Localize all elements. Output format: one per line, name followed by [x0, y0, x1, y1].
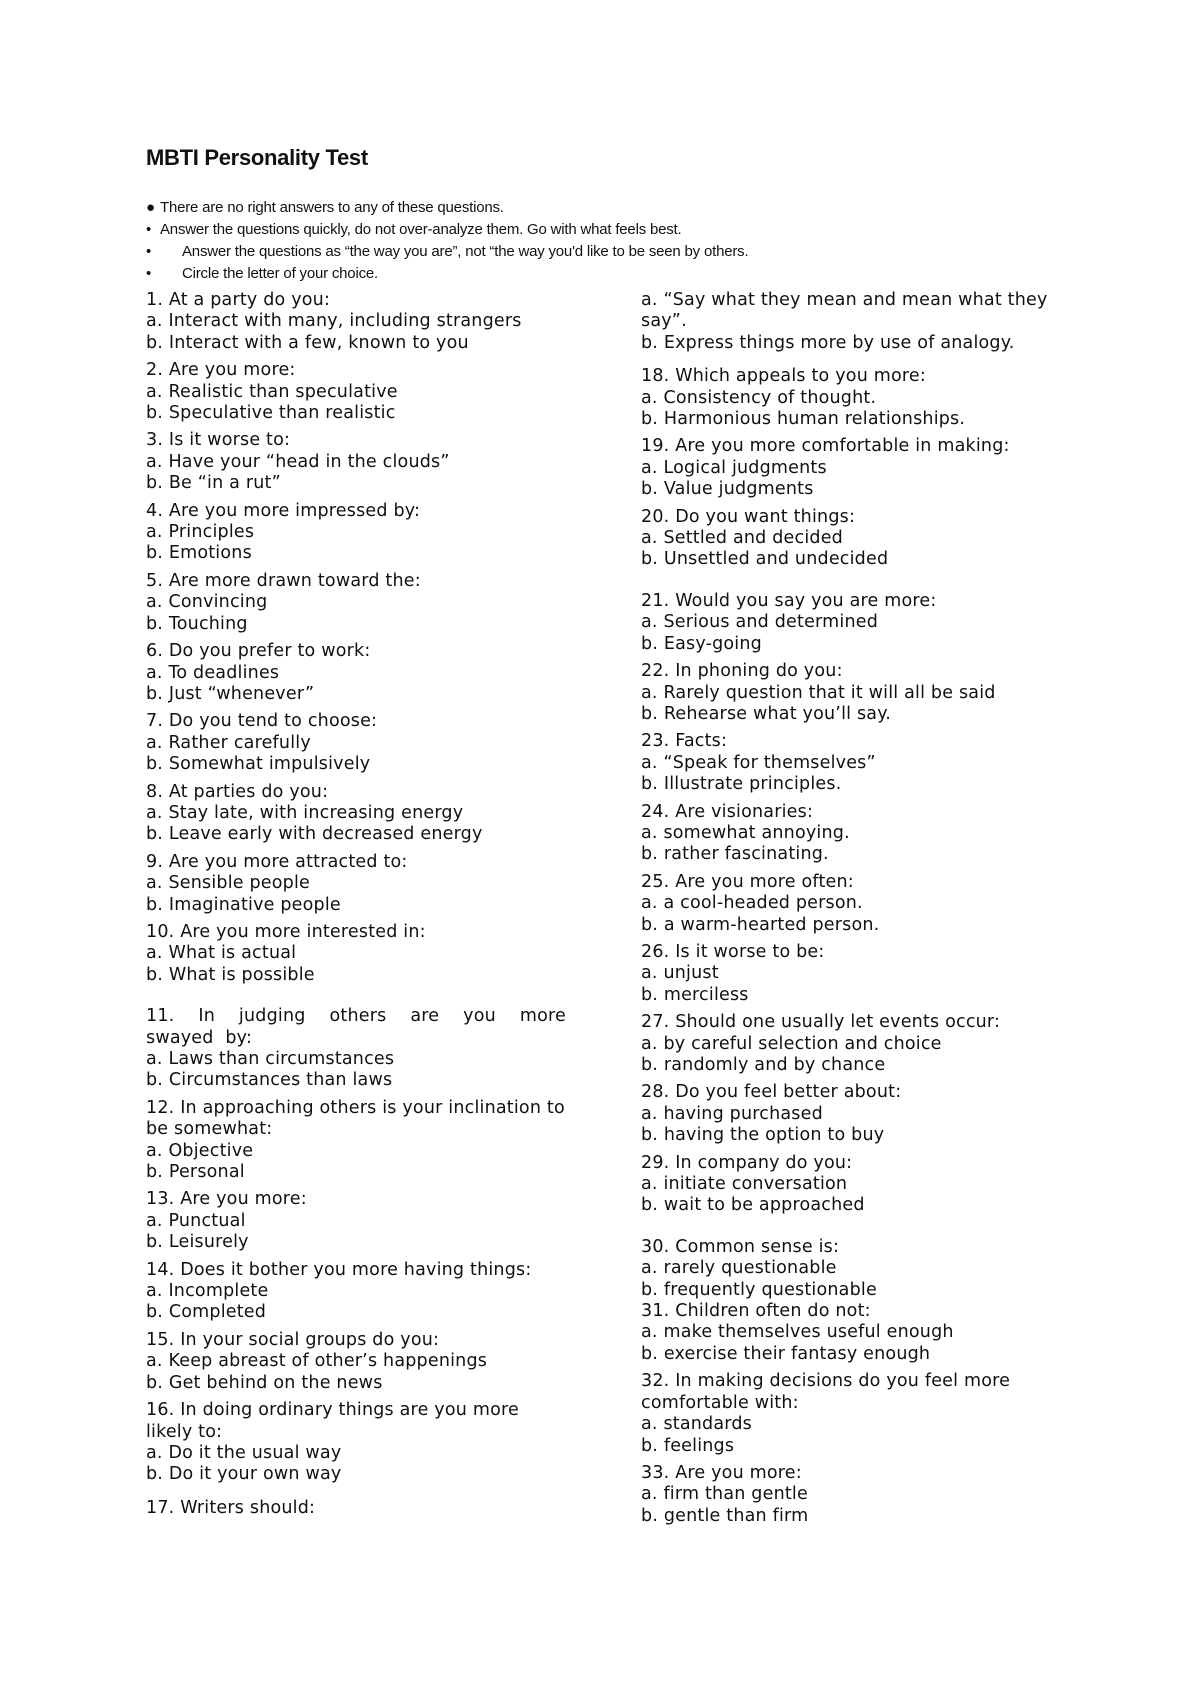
choice-b[interactable]: b. a warm-hearted person. — [641, 914, 880, 935]
choice-a[interactable]: a. Settled and decided — [641, 528, 843, 549]
question-text: 13. Are you more: — [146, 1189, 307, 1210]
choice-a[interactable]: a. somewhat annoying. — [641, 822, 850, 843]
question-block — [641, 1153, 1071, 1217]
instruction-text: There are no right answers to any of these questions. — [160, 199, 504, 216]
choice-b[interactable]: b. having the option to buy — [641, 1125, 885, 1146]
choice-b[interactable]: b. rather fascinating. — [641, 844, 829, 865]
question-text: 2. Are you more: — [146, 360, 296, 381]
question-text: 19. Are you more comfortable in making: — [641, 436, 1010, 457]
instruction-text: Answer the questions as “the way you are”, not “the way you'd like to be seen by others. — [182, 243, 749, 260]
question-block — [641, 1237, 1071, 1301]
choice-a[interactable]: a. standards — [641, 1414, 752, 1435]
choice-b[interactable]: b. Express things more by use of analogy. — [641, 332, 1015, 353]
instruction-item — [146, 241, 1106, 263]
choice-b[interactable]: b. Rehearse what you’ll say. — [641, 703, 892, 724]
choice-b[interactable]: b. Touching — [146, 613, 248, 634]
question-text: 20. Do you want things: — [641, 506, 856, 527]
choice-a[interactable]: a. Consistency of thought. — [641, 387, 877, 408]
question-block — [641, 290, 1071, 354]
question-block — [146, 571, 566, 635]
choice-a[interactable]: a. having purchased — [641, 1103, 823, 1124]
question-block — [146, 1330, 566, 1394]
choice-b[interactable]: b. Personal — [146, 1162, 245, 1183]
question-text: 12. In approaching others is your inclination to be somewhat: — [146, 1097, 565, 1140]
bullet-icon: • — [146, 265, 152, 282]
choice-a[interactable]: a. Realistic than speculative — [146, 381, 398, 402]
question-block — [146, 1098, 566, 1184]
question-block — [641, 1012, 1071, 1076]
choice-b[interactable]: b. Leisurely — [146, 1232, 249, 1253]
choice-b[interactable]: b. Just “whenever” — [146, 683, 315, 704]
page-title: MBTI Personality Test — [146, 145, 368, 170]
question-block — [641, 802, 1071, 866]
instruction-text: Answer the questions quickly, do not over-analyze them. Go with what feels best. — [160, 221, 682, 238]
instruction-item — [146, 219, 1106, 241]
question-text: 8. At parties do you: — [146, 781, 329, 802]
question-block — [146, 922, 566, 986]
question-text: 15. In your social groups do you: — [146, 1329, 440, 1350]
choice-b[interactable]: b. Get behind on the news — [146, 1372, 383, 1393]
question-block — [641, 1301, 1071, 1365]
choice-a[interactable]: a. Principles — [146, 522, 255, 543]
question-block — [641, 1371, 1071, 1457]
question-block — [641, 661, 1071, 725]
choice-b[interactable]: b. Interact with a few, known to you — [146, 332, 469, 353]
instruction-item — [146, 197, 1106, 219]
choice-a[interactable]: a. Rather carefully — [146, 732, 311, 753]
question-text: 32. In making decisions do you feel more comfortable with: — [641, 1371, 1011, 1413]
choice-a[interactable]: a. Stay late, with increasing energy — [146, 802, 464, 823]
choice-a[interactable]: a. “Say what they mean and mean what they say”. — [641, 290, 1048, 332]
choice-a[interactable]: a. initiate conversation — [641, 1174, 848, 1195]
question-text: 28. Do you feel better about: — [641, 1082, 902, 1103]
choice-b[interactable]: b. wait to be approached — [641, 1195, 865, 1216]
question-block — [641, 731, 1071, 795]
choice-a[interactable]: a. Punctual — [146, 1210, 246, 1231]
right-question-column — [641, 290, 1071, 1533]
choice-a[interactable]: a. make themselves useful enough — [641, 1322, 954, 1343]
question-block — [641, 1463, 1071, 1527]
choice-a[interactable]: a. firm than gentle — [641, 1484, 808, 1505]
choice-b[interactable]: b. What is possible — [146, 964, 315, 985]
question-block — [146, 641, 566, 705]
question-text: 23. Facts: — [641, 731, 728, 752]
choice-b[interactable]: b. Value judgments — [641, 479, 814, 500]
question-text: 30. Common sense is: — [641, 1236, 840, 1257]
choice-b[interactable]: b. Be “in a rut” — [146, 473, 281, 494]
choice-b[interactable]: b. gentle than firm — [641, 1505, 809, 1526]
choice-b[interactable]: b. frequently questionable — [641, 1279, 877, 1300]
question-text: 18. Which appeals to you more: — [641, 366, 926, 387]
choice-b[interactable]: b. Easy-going — [641, 633, 762, 654]
choice-a[interactable]: a. rarely questionable — [641, 1258, 837, 1279]
question-block — [146, 1498, 566, 1519]
question-text: 3. Is it worse to: — [146, 430, 291, 451]
question-text: 31. Children often do not: — [641, 1301, 871, 1322]
question-block — [146, 1400, 566, 1486]
choice-a[interactable]: a. Serious and determined — [641, 612, 879, 633]
choice-b[interactable]: b. Harmonious human relationships. — [641, 409, 966, 430]
choice-b[interactable]: b. feelings — [641, 1435, 735, 1456]
choice-a[interactable]: a. by careful selection and choice — [641, 1033, 942, 1054]
question-block — [146, 711, 566, 775]
choice-a[interactable]: a. Interact with many, including strangers — [146, 311, 522, 332]
choice-a[interactable]: a. unjust — [641, 963, 719, 984]
question-block — [641, 1082, 1071, 1146]
question-block — [146, 1260, 566, 1324]
choice-b[interactable]: b. Imaginative people — [146, 894, 341, 915]
question-block — [146, 852, 566, 916]
question-text: 29. In company do you: — [641, 1152, 853, 1173]
choice-b[interactable]: b. randomly and by chance — [641, 1055, 886, 1075]
question-block — [146, 1189, 566, 1253]
question-text: 4. Are you more impressed by: — [146, 500, 421, 521]
question-text: 21. Would you say you are more: — [641, 590, 937, 611]
choice-b[interactable]: b. Completed — [146, 1302, 267, 1323]
choice-a[interactable]: a. Incomplete — [146, 1281, 269, 1302]
question-text: 1. At a party do you: — [146, 290, 331, 310]
question-block — [146, 430, 566, 494]
bullet-icon: ● — [146, 199, 155, 216]
question-block — [641, 436, 1071, 500]
choice-a[interactable]: a. “Speak for themselves” — [641, 752, 876, 773]
choice-a[interactable]: a. Convincing — [146, 592, 268, 613]
question-block — [641, 366, 1071, 430]
question-text: 25. Are you more often: — [641, 871, 854, 892]
question-block — [641, 872, 1071, 936]
choice-a[interactable]: a. Objective — [146, 1140, 254, 1161]
choice-b[interactable]: b. Emotions — [146, 543, 252, 564]
choice-b[interactable]: b. exercise their fantasy enough — [641, 1343, 931, 1364]
question-text: 24. Are visionaries: — [641, 801, 814, 822]
question-text: 14. Does it bother you more having things: — [146, 1259, 532, 1280]
question-block — [146, 360, 566, 424]
choice-b[interactable]: b. Circumstances than laws — [146, 1070, 393, 1091]
question-text: 27. Should one usually let events occur: — [641, 1012, 1001, 1033]
question-block — [641, 942, 1071, 1006]
choice-a[interactable]: a. To deadlines — [146, 662, 280, 683]
choice-a[interactable]: a. Have your “head in the clouds” — [146, 451, 450, 472]
question-text: 9. Are you more attracted to: — [146, 851, 408, 872]
choice-a[interactable]: a. Sensible people — [146, 873, 311, 894]
question-text: 7. Do you tend to choose: — [146, 711, 378, 732]
instruction-item — [146, 263, 1106, 285]
choice-b[interactable]: b. Somewhat impulsively — [146, 754, 371, 775]
instruction-text: Circle the letter of your choice. — [182, 265, 378, 282]
choice-b[interactable]: b. Unsettled and undecided — [641, 549, 889, 570]
choice-b[interactable]: b. Do it your own way — [146, 1464, 342, 1485]
choice-a[interactable]: a. Rarely question that it will all be said — [641, 682, 996, 703]
choice-b[interactable]: b. Speculative than realistic — [146, 403, 396, 424]
question-block — [146, 1006, 566, 1092]
question-text: 10. Are you more interested in: — [146, 921, 426, 942]
bullet-icon: • — [146, 243, 152, 260]
question-text: 17. Writers should: — [146, 1497, 316, 1518]
choice-a[interactable]: a. Do it the usual way — [146, 1442, 342, 1463]
question-block — [146, 501, 566, 565]
choice-a[interactable]: a. a cool-headed person. — [641, 893, 863, 914]
choice-b[interactable]: b. Illustrate principles. — [641, 774, 842, 795]
choice-b[interactable]: b. merciless — [641, 984, 749, 1005]
choice-a[interactable]: a. What is actual — [146, 943, 297, 964]
bullet-icon: • — [146, 221, 152, 238]
question-block — [146, 290, 566, 354]
question-text: 16. In doing ordinary things are you more likely to: — [146, 1400, 519, 1442]
instructions-list — [146, 197, 1106, 285]
question-text: 6. Do you prefer to work: — [146, 641, 371, 662]
question-text: 11. In judging others are you more swayed by: — [146, 1006, 566, 1048]
question-text: 22. In phoning do you: — [641, 661, 843, 682]
left-question-column — [146, 290, 566, 1525]
question-text: 5. Are more drawn toward the: — [146, 570, 421, 591]
choice-b[interactable]: b. Leave early with decreased energy — [146, 824, 483, 845]
choice-a[interactable]: a. Laws than circumstances — [146, 1049, 395, 1069]
question-text: 33. Are you more: — [641, 1462, 802, 1483]
choice-a[interactable]: a. Logical judgments — [641, 457, 827, 478]
question-text: 26. Is it worse to be: — [641, 941, 825, 962]
question-block — [146, 782, 566, 846]
choice-a[interactable]: a. Keep abreast of other’s happenings — [146, 1351, 488, 1372]
question-block — [641, 507, 1071, 571]
question-block — [641, 591, 1071, 655]
